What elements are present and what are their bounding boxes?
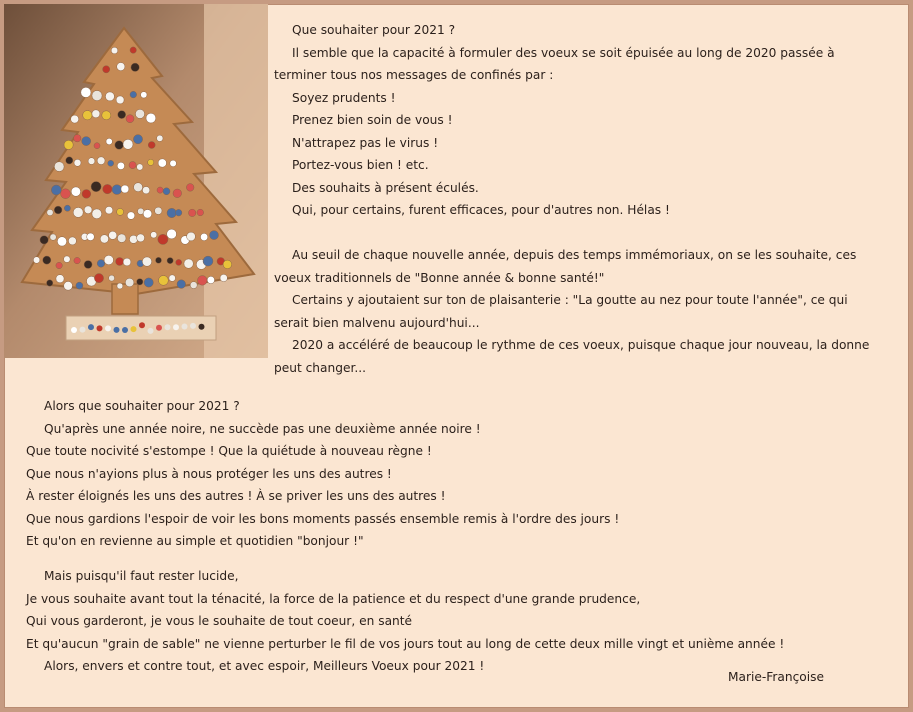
bottle-cap <box>103 184 112 193</box>
bottle-cap <box>92 209 102 219</box>
bottle-cap <box>112 185 122 195</box>
bottle-cap <box>33 257 40 264</box>
text-line: Qui vous garderont, je vous le souhaite de tout coeur, en santé <box>26 614 413 628</box>
bottle-cap <box>131 326 137 332</box>
text-line: Soyez prudents ! <box>292 90 396 105</box>
bottle-cap <box>158 234 168 244</box>
bottle-cap <box>117 63 125 71</box>
bottle-cap <box>122 327 128 333</box>
bottle-cap <box>159 276 169 286</box>
bottle-cap <box>157 187 163 193</box>
bottle-cap <box>170 160 177 167</box>
bottle-cap <box>92 91 102 101</box>
bottle-cap <box>87 233 95 241</box>
bottle-cap <box>105 325 111 331</box>
bottle-cap <box>220 274 227 281</box>
bottle-cap <box>131 63 139 71</box>
bottle-cap <box>40 236 48 244</box>
text-line: peut changer... <box>274 360 366 375</box>
bottle-cap <box>156 325 162 331</box>
bottle-cap <box>197 209 204 216</box>
text-line: Prenez bien soin de vous ! <box>292 113 453 127</box>
bottle-cap <box>111 47 118 54</box>
bottle-cap <box>148 159 154 165</box>
bottle-cap <box>158 159 166 167</box>
bottle-cap <box>167 208 176 217</box>
bottle-cap <box>182 324 188 330</box>
text-line: N'attrapez pas le virus ! <box>292 135 439 150</box>
tradition-paragraph <box>274 244 869 379</box>
bottle-cap <box>54 206 62 214</box>
bottle-cap <box>184 259 193 268</box>
bottle-cap <box>137 279 143 285</box>
bottle-cap <box>210 231 219 240</box>
christmas-tree-icon <box>4 4 268 358</box>
bottle-cap <box>83 111 92 120</box>
text-line: Mais puisqu'il faut rester lucide, <box>44 569 239 583</box>
bottle-cap <box>104 255 113 264</box>
bottle-cap <box>71 327 77 333</box>
bottle-cap <box>64 140 73 149</box>
text-line: Au seuil de chaque nouvelle année, depuis des temps immémoriaux, on se les souhaite, ces <box>292 248 857 262</box>
text-line: voeux traditionnels de "Bonne année & bonne santé!" <box>274 270 605 285</box>
closing-paragraph <box>26 565 784 678</box>
bottle-cap <box>91 182 101 192</box>
text-line: À rester éloignés les uns des autres ! À se priver les uns des autres ! <box>26 489 446 503</box>
bottle-cap <box>123 258 131 266</box>
bottle-cap <box>129 162 136 169</box>
bottle-cap <box>50 234 56 240</box>
bottle-cap <box>66 157 73 164</box>
bottle-cap <box>157 135 163 141</box>
bottle-cap <box>135 109 144 118</box>
bottle-cap <box>71 115 79 123</box>
text-line: Alors que souhaiter pour 2021 ? <box>44 399 240 413</box>
bottle-cap <box>177 280 186 289</box>
bottle-cap <box>125 278 134 287</box>
bottle-cap <box>207 276 214 283</box>
bottle-cap <box>167 229 177 239</box>
bottle-cap <box>148 142 155 149</box>
bottle-cap <box>186 184 194 192</box>
bottle-cap <box>105 92 114 101</box>
bottle-cap <box>54 162 64 172</box>
bottle-cap <box>223 260 232 269</box>
bottle-cap <box>47 209 53 215</box>
bottle-cap <box>57 237 66 246</box>
bottle-cap <box>151 232 157 238</box>
bottle-cap <box>121 185 129 193</box>
bottle-cap <box>114 327 120 333</box>
bottle-cap <box>56 262 62 268</box>
text-line: serait bien malvenu aujourd'hui... <box>274 315 480 330</box>
bottle-cap <box>97 260 105 268</box>
bottle-cap <box>106 138 112 144</box>
bottle-cap <box>134 183 143 192</box>
bottle-cap <box>51 185 61 195</box>
text-line: Alors, envers et contre tout, et avec espoir, Meilleurs Voeux pour 2021 ! <box>44 659 485 673</box>
bottle-cap <box>117 162 124 169</box>
bottle-cap <box>64 281 73 290</box>
text-line: Qu'après une année noire, ne succède pas une deuxième année noire ! <box>44 421 481 436</box>
bottle-cap <box>97 157 105 165</box>
bottle-cap <box>82 137 91 146</box>
text-line: Que toute nocivité s'estompe ! Que la quiétude à nouveau règne ! <box>26 444 432 458</box>
bottle-cap <box>82 190 91 199</box>
bottle-cap <box>176 259 182 265</box>
bottle-cap <box>74 257 80 263</box>
bottle-cap <box>81 87 91 97</box>
bottle-cap <box>61 189 71 199</box>
bottle-cap <box>64 205 70 211</box>
bottle-cap <box>117 208 124 215</box>
greeting-card <box>4 4 909 708</box>
signature: Marie-Françoise <box>728 670 824 684</box>
bottle-cap <box>74 135 81 142</box>
intro-paragraph <box>274 19 835 222</box>
bottle-cap <box>198 276 208 286</box>
bottle-cap <box>127 212 135 220</box>
text-line: Je vous souhaite avant tout la ténacité, la force de la patience et du respect d'une grande prudence, <box>26 591 641 606</box>
bottle-cap <box>47 280 53 286</box>
bottle-cap <box>169 275 176 282</box>
bottle-cap <box>130 47 136 53</box>
bottle-cap <box>139 322 145 328</box>
text-line: Qui, pour certains, furent efficaces, pour d'autres non. Hélas ! <box>292 203 670 217</box>
christmas-tree-photo <box>4 4 268 358</box>
bottle-cap <box>100 235 108 243</box>
bottle-cap <box>56 275 64 283</box>
bottle-cap <box>115 141 124 150</box>
text-line: Et qu'on en revienne au simple et quotidien "bonjour !" <box>26 534 364 548</box>
bottle-cap <box>73 207 83 217</box>
text-line: Et qu'aucun "grain de sable" ne vienne perturber le fil de vos jours tout au long de cette deux mille vingt et unième année ! <box>26 636 785 651</box>
bottle-cap <box>156 257 162 263</box>
bottle-cap <box>84 261 92 269</box>
text-line: Il semble que la capacité à formuler des voeux se soit épuisée au long de 2020 passée à <box>292 45 835 60</box>
bottle-cap <box>102 111 111 120</box>
bottle-cap <box>137 234 145 242</box>
bottle-cap <box>74 159 81 166</box>
bottle-cap <box>199 324 205 330</box>
text-line: Des souhaits à présent éculés. <box>292 180 479 195</box>
bottle-cap <box>190 323 196 329</box>
bottle-cap <box>138 208 144 214</box>
text-line: Que nous n'ayions plus à nous protéger les uns des autres ! <box>26 466 392 481</box>
bottle-cap <box>105 206 113 214</box>
bottle-cap <box>109 275 115 281</box>
wishes-paragraph <box>26 395 619 553</box>
bottle-cap <box>126 115 134 123</box>
bottle-cap <box>200 233 207 240</box>
bottle-cap <box>64 256 71 263</box>
bottle-cap <box>163 188 170 195</box>
bottle-cap <box>123 139 133 149</box>
bottle-cap <box>108 160 114 166</box>
bottle-cap <box>84 206 92 214</box>
bottle-cap <box>143 210 152 219</box>
bottle-cap <box>94 274 103 283</box>
bottle-cap <box>76 282 83 289</box>
bottle-cap <box>118 111 126 119</box>
bottle-cap <box>146 113 156 123</box>
bottle-cap <box>173 324 179 330</box>
bottle-cap <box>88 324 94 330</box>
bottle-cap <box>167 258 173 264</box>
bottle-cap <box>68 237 76 245</box>
bottle-cap <box>175 209 182 216</box>
bottle-cap <box>148 328 154 334</box>
bottle-cap <box>117 234 126 243</box>
bottle-cap <box>130 91 137 98</box>
bottle-cap <box>116 96 124 104</box>
bottle-cap <box>92 110 100 118</box>
bottle-cap <box>142 187 149 194</box>
bottle-cap <box>137 164 143 170</box>
bottle-cap <box>141 92 147 98</box>
bottle-cap <box>109 231 117 239</box>
bottle-cap <box>187 232 196 241</box>
bottle-cap <box>165 324 171 330</box>
text-line: Que souhaiter pour 2021 ? <box>292 23 456 37</box>
text-line: 2020 a accéléré de beaucoup le rythme de ces voeux, puisque chaque jour nouveau, la donne <box>292 338 870 352</box>
bottle-cap <box>173 189 182 198</box>
text-line: Portez-vous bien ! etc. <box>292 158 429 172</box>
bottle-cap <box>71 187 80 196</box>
bottle-cap <box>117 283 123 289</box>
bottle-cap <box>129 235 137 243</box>
bottle-cap <box>88 158 95 165</box>
bottle-cap <box>43 256 51 264</box>
bottle-cap <box>203 256 213 266</box>
text-line: Certains y ajoutaient sur ton de plaisanterie : "La goutte au nez pour toute l'année", ce qui <box>292 293 848 307</box>
bottle-cap <box>144 278 153 287</box>
bottle-cap <box>94 143 100 149</box>
bottle-cap <box>116 258 124 266</box>
bottle-cap <box>103 66 110 73</box>
bottle-cap <box>190 282 197 289</box>
bottle-cap <box>80 327 86 333</box>
bottle-cap <box>97 325 103 331</box>
text-line: Que nous gardions l'espoir de voir les bons moments passés ensemble remis à l'ordre des jours ! <box>26 511 620 526</box>
bottle-cap <box>133 135 142 144</box>
bottle-cap <box>155 207 162 214</box>
text-line: terminer tous nos messages de confinés par : <box>274 68 554 82</box>
bottle-cap <box>142 257 151 266</box>
bottle-cap <box>189 209 196 216</box>
